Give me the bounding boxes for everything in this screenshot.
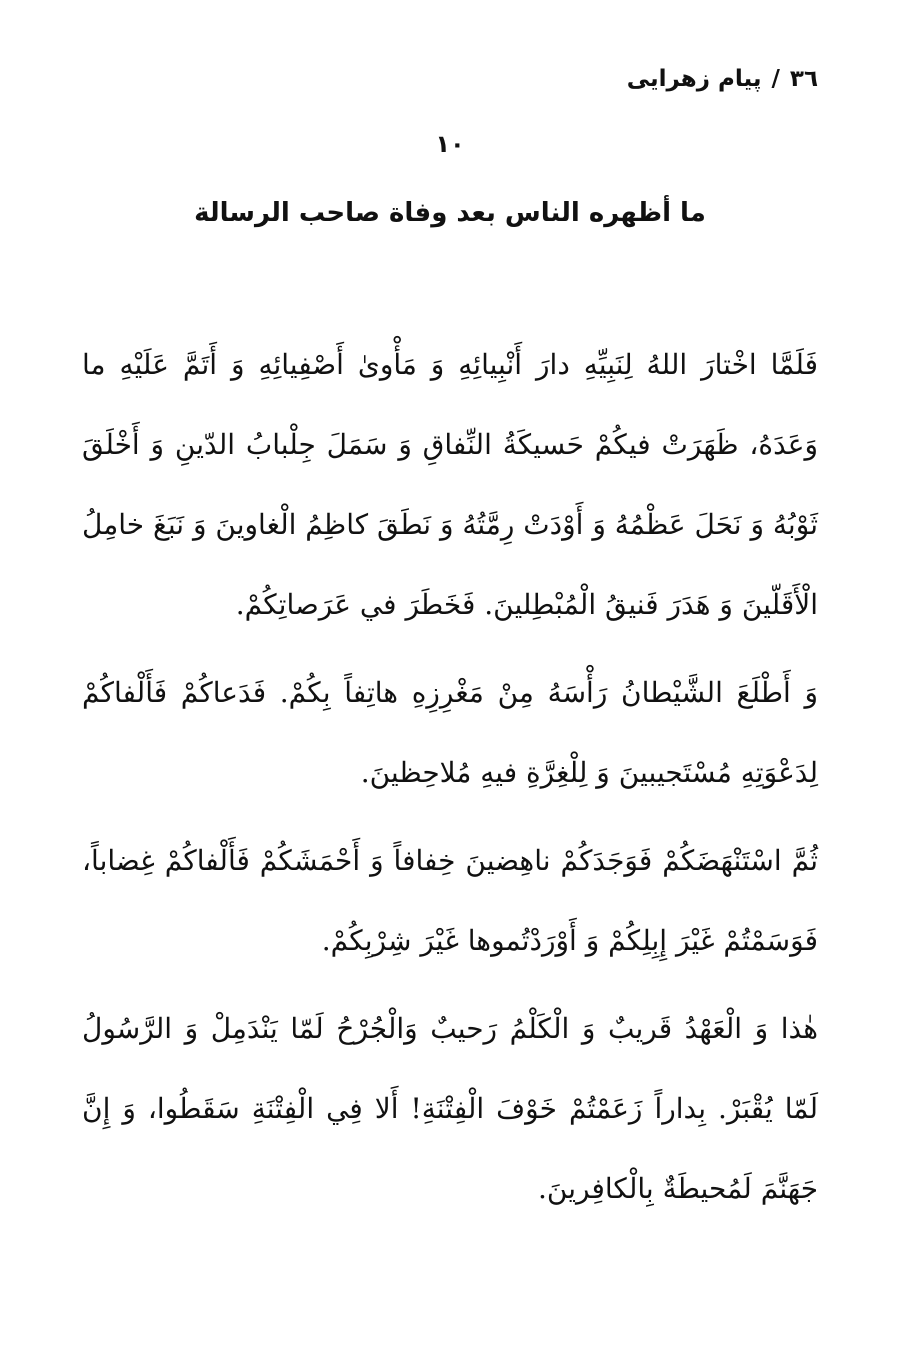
paragraph-4: هٰذا وَ الْعَهْدُ قَريبٌ وَ الْكَلْمُ رَحيبٌ وَالْجُرْحُ لَمّا يَنْدَمِلْ وَ الرَّسُولُ لَمّا يُقْبَرْ. بِداراً زَعَمْتُمْ خَوْفَ الْفِتْنَةِ! أَلا فِي الْفِتْنَةِ سَقَطُوا، وَ إِنَّ جَهَنَّمَ لَمُحيطَةٌ بِالْكافِرينَ.: [82, 1012, 818, 1205]
page-header: [82, 66, 818, 92]
section-number: ١٠: [435, 130, 465, 158]
paragraph-3: ثُمَّ اسْتَنْهَضَكُمْ فَوَجَدَكُمْ ناهِضينَ خِفافاً وَ أَحْمَشَكُمْ فَأَلْفاكُمْ غِضاباً، فَوَسَمْتُمْ غَيْرَ إِبِلِكُمْ وَ أَوْرَدْتُموها غَيْرَ شِرْبِكُمْ.: [82, 844, 818, 957]
body-text: [82, 325, 818, 1229]
chapter-title: ما أظهره الناس بعد وفاة صاحب الرسالة: [194, 198, 706, 228]
page-number: ٣٦: [789, 66, 818, 92]
paragraph-2: وَ أَطْلَعَ الشَّيْطانُ رَأْسَهُ مِنْ مَغْرِزِهِ هاتِفاً بِكُمْ. فَدَعاكُمْ فَأَلْفاكُمْ لِدَعْوَتِهِ مُسْتَجيبينَ وَ لِلْغِرَّةِ فيهِ مُلاحِظينَ.: [82, 676, 818, 789]
book-title: پيام زهرايى: [626, 66, 762, 92]
header-separator: /: [771, 66, 780, 92]
paragraph-1: فَلَمَّا اخْتارَ اللهُ لِنَبِيِّهِ دارَ أَنْبِيائِهِ وَ مَأْوىٰ أَصْفِيائِهِ وَ أَتَمَّ عَلَيْهِ ما وَعَدَهُ، ظَهَرَتْ فيكُمْ حَسيكَةُ النِّفاقِ وَ سَمَلَ جِلْبابُ الدّينِ وَ أَخْلَقَ ثَوْبُهُ وَ نَحَلَ عَظْمُهُ وَ أَوْدَتْ رِمَّتُهُ وَ نَطَقَ كاظِمُ الْغاوينَ وَ نَبَغَ خامِلُ الْأَقَلّينَ وَ هَدَرَ فَنيقُ الْمُبْطِلينَ. فَخَطَرَ في عَرَصاتِكُمْ.: [82, 348, 818, 621]
